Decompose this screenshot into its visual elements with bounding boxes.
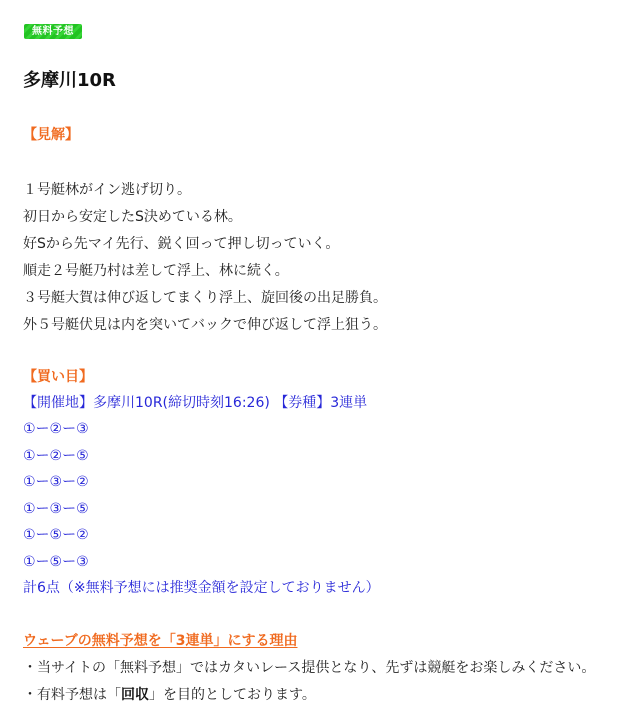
buy-combo: ①ー⑤ー②	[23, 527, 89, 543]
reason-line-2-pre: ・有料予想は「	[23, 687, 121, 703]
buy-info: 【開催地】多摩川10R(締切時刻16:26) 【券種】3連単	[23, 395, 368, 411]
free-prediction-badge: 無料予想	[24, 24, 82, 39]
reason-line-1: ・当サイトの「無料予想」ではカタいレース提供となり、先ずは競艇をお楽しみください。	[23, 660, 596, 676]
buy-heading: 【買い目】	[23, 369, 93, 385]
view-heading: 【見解】	[23, 127, 79, 143]
view-line: 外５号艇伏見は内を突いてバックで伸び返して浮上狙う。	[23, 317, 387, 333]
reason-line-2	[23, 684, 316, 704]
reason-heading: ウェーブの無料予想を「3連単」にする理由	[23, 633, 298, 649]
view-line: １号艇林がイン逃げ切り。	[23, 182, 191, 198]
buy-combo: ①ー②ー③	[23, 421, 89, 437]
buy-combo: ①ー②ー⑤	[23, 448, 89, 464]
buy-combo: ①ー⑤ー③	[23, 554, 89, 570]
view-line: 初日から安定したS決めている林。	[23, 209, 242, 225]
buy-total: 計6点（※無料予想には推奨金額を設定しておりません）	[23, 580, 380, 596]
reason-line-2-post: 」を目的としております。	[149, 687, 316, 703]
buy-combo: ①ー③ー②	[23, 474, 89, 490]
race-title: 多摩川10R	[23, 70, 116, 91]
view-line: 順走２号艇乃村は差して浮上、林に続く。	[23, 263, 289, 279]
view-line: ３号艇大賀は伸び返してまくり浮上、旋回後の出足勝負。	[23, 290, 387, 306]
reason-line-2-strong: 回収	[121, 687, 149, 703]
buy-combo: ①ー③ー⑤	[23, 501, 89, 517]
view-line: 好Sから先マイ先行、鋭く回って押し切っていく。	[23, 236, 340, 252]
